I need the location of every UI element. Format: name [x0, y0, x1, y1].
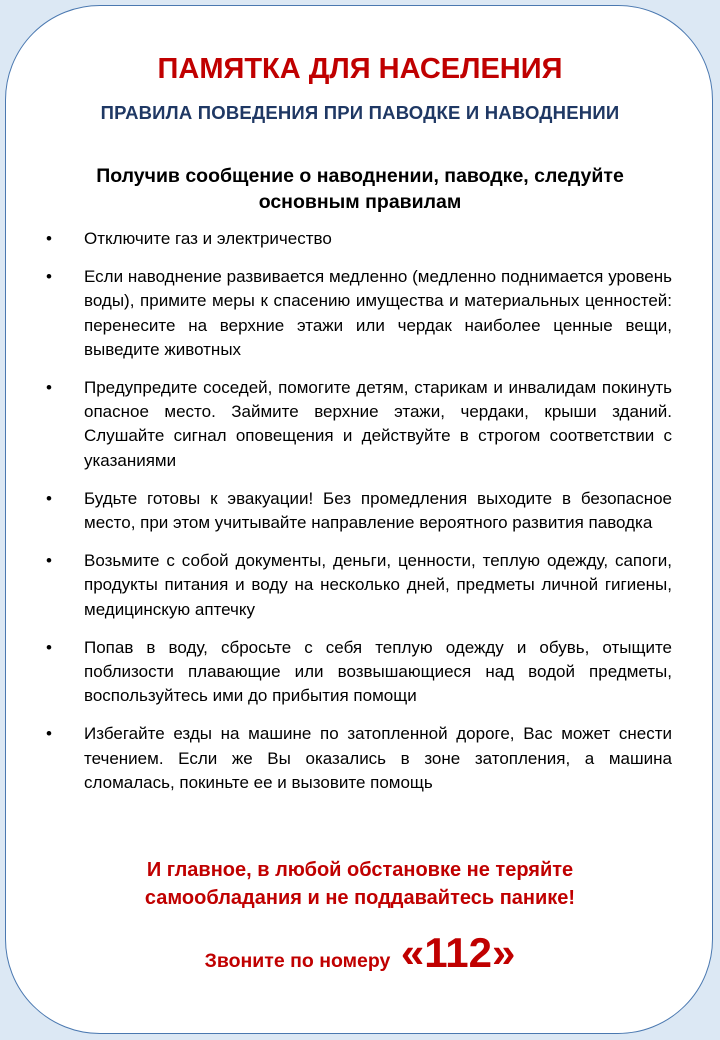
list-item — [46, 376, 672, 473]
rule-text: Будьте готовы к эвакуации! Без промедления выходите в безопасное место, при этом учитывайте направление вероятного развития паводка — [84, 488, 672, 533]
rule-text: Попав в воду, сбросьте с себя теплую одежду и обувь, отыщите поблизости плавающие или возвышающиеся над водой предметы, воспользуйтесь ими до прибытия помощи — [84, 637, 672, 706]
rule-text: Отключите газ и электричество — [84, 229, 332, 248]
bullet-icon: • — [46, 378, 52, 398]
warning-line-2: самообладания и не поддавайтесь панике! — [144, 887, 576, 909]
emergency-call — [0, 928, 720, 988]
intro-line-1: Получив сообщение о наводнении, паводке, следуйте — [96, 165, 624, 187]
emergency-number: «112» — [400, 929, 516, 976]
list-item — [46, 549, 672, 622]
page-title: ПАМЯТКА ДЛЯ НАСЕЛЕНИЯ — [157, 53, 563, 85]
list-item — [46, 722, 672, 795]
intro-line-2: основным правилам — [258, 191, 462, 213]
warning-message — [0, 856, 720, 912]
rule-text: Возьмите с собой документы, деньги, ценности, теплую одежду, сапоги, продукты питания и воду на несколько дней, предметы личной гигиены, медицинскую аптечку — [84, 551, 672, 619]
list-item — [46, 636, 672, 709]
rule-text: Избегайте езды на машине по затопленной дороге, Вас может снести течением. Если же Вы оказались в зоне затопления, а машина сломалась, покиньте ее и вызовите помощь — [84, 724, 672, 792]
list-item — [46, 265, 672, 362]
rule-text: Предупредите соседей, помогите детям, старикам и инвалидам покинуть опасное место. Займите верхние этажи, чердаки, крыши зданий. Слушайте сигнал оповещения и действуйте в строгом соответствии с указаниями — [84, 378, 672, 470]
list-item — [46, 227, 672, 251]
page-subtitle: ПРАВИЛА ПОВЕДЕНИЯ ПРИ ПАВОДКЕ И НАВОДНЕНИИ — [100, 102, 620, 123]
bullet-icon: • — [46, 551, 52, 571]
list-item — [46, 487, 672, 535]
call-label: Звоните по номеру — [204, 950, 391, 972]
warning-line-1: И главное, в любой обстановке не теряйте — [146, 859, 574, 881]
bullet-icon: • — [46, 229, 52, 248]
rule-text: Если наводнение развивается медленно (медленно поднимается уровень воды), примите меры к спасению имущества и материальных ценностей: перенесите на верхние этажи или чердак наиболее ценные вещи, выведите животных — [84, 267, 672, 359]
intro-heading — [60, 163, 660, 215]
bullet-icon: • — [46, 724, 52, 744]
rules-list — [46, 227, 672, 809]
bullet-icon: • — [46, 637, 52, 657]
bullet-icon: • — [46, 488, 52, 508]
bullet-icon: • — [46, 267, 52, 287]
